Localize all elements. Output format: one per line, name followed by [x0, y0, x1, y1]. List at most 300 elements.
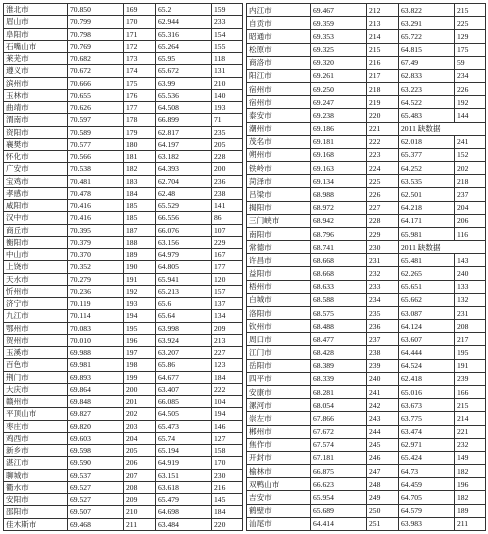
score-2012-cell: 68.741	[311, 241, 367, 254]
rank-2011-cell: 123	[212, 359, 243, 371]
city-name-cell: 广安市	[4, 163, 68, 175]
table-row	[4, 334, 243, 346]
rank-2012-cell: 229	[367, 227, 399, 240]
rank-2011-cell: 154	[212, 28, 243, 40]
score-2012-cell: 69.250	[311, 83, 367, 96]
rank-2012-cell: 234	[367, 293, 399, 306]
score-2012-cell: 70.769	[68, 40, 124, 52]
score-2011-cell: 62.418	[399, 372, 455, 385]
city-name-cell: 咸阳市	[4, 200, 68, 212]
rank-2012-cell: 201	[124, 396, 156, 408]
score-2011-cell: 63.151	[156, 469, 212, 481]
score-2011-cell: 65.529	[156, 200, 212, 212]
city-name-cell: 白城市	[247, 293, 311, 306]
rank-2011-cell: 193	[212, 102, 243, 114]
score-2012-cell: 70.478	[68, 187, 124, 199]
table-row	[247, 399, 486, 412]
rank-2012-cell: 246	[367, 451, 399, 464]
table-row	[247, 280, 486, 293]
rank-2012-cell: 171	[124, 28, 156, 40]
table-row	[4, 457, 243, 469]
city-name-cell: 大庆市	[4, 383, 68, 395]
score-2011-cell: 65.651	[399, 280, 455, 293]
score-2012-cell: 70.850	[68, 4, 124, 16]
table-row	[247, 425, 486, 438]
table-row	[4, 310, 243, 322]
rank-2012-cell: 238	[367, 346, 399, 359]
table-row	[4, 273, 243, 285]
rank-2011-cell: 195	[455, 346, 486, 359]
rank-2011-cell: 104	[212, 396, 243, 408]
rank-2011-cell: 229	[212, 236, 243, 248]
score-2012-cell: 67.866	[311, 412, 367, 425]
score-2011-cell: 63.99	[156, 77, 212, 89]
table-row	[4, 126, 243, 138]
score-2012-cell: 70.798	[68, 28, 124, 40]
rank-2011-cell: 237	[455, 188, 486, 201]
rank-2011-cell: 131	[212, 65, 243, 77]
rank-2012-cell: 227	[367, 201, 399, 214]
rank-2012-cell: 241	[367, 385, 399, 398]
city-name-cell: 忻州市	[4, 285, 68, 297]
rank-2012-cell: 251	[367, 517, 399, 530]
rank-2012-cell: 191	[124, 273, 156, 285]
rank-2012-cell: 192	[124, 285, 156, 297]
score-2012-cell: 68.488	[311, 320, 367, 333]
rank-2012-cell: 175	[124, 77, 156, 89]
table-row	[4, 420, 243, 432]
rank-2012-cell: 173	[124, 53, 156, 65]
score-2012-cell: 70.626	[68, 102, 124, 114]
city-name-cell: 襄樊市	[4, 138, 68, 150]
score-2012-cell: 69.181	[311, 135, 367, 148]
score-2012-cell: 68.428	[311, 346, 367, 359]
city-name-cell: 商洛市	[247, 56, 311, 69]
rank-2011-cell: 233	[212, 16, 243, 28]
score-2012-cell: 69.864	[68, 383, 124, 395]
city-name-cell: 新乡市	[4, 445, 68, 457]
score-2012-cell: 70.279	[68, 273, 124, 285]
city-name-cell: 衢水市	[4, 481, 68, 493]
rank-2011-cell: 140	[212, 89, 243, 101]
city-name-cell: 内江市	[247, 4, 311, 17]
score-2011-cell: 64.218	[399, 201, 455, 214]
score-2012-cell: 69.981	[68, 359, 124, 371]
rank-2012-cell: 198	[124, 359, 156, 371]
score-2011-cell: 65.536	[156, 89, 212, 101]
table-row	[4, 89, 243, 101]
city-name-cell: 宿州市	[247, 96, 311, 109]
city-name-cell: 怀化市	[4, 151, 68, 163]
score-2011-cell: 65.64	[156, 310, 212, 322]
score-2012-cell: 68.668	[311, 254, 367, 267]
score-2012-cell: 70.577	[68, 138, 124, 150]
table-row	[247, 293, 486, 306]
score-2011-cell: 65.941	[156, 273, 212, 285]
score-2011-cell: 65.722	[399, 30, 455, 43]
table-row	[247, 333, 486, 346]
rank-2011-cell: 200	[212, 163, 243, 175]
score-2012-cell: 70.799	[68, 16, 124, 28]
table-row	[247, 188, 486, 201]
table-row	[247, 43, 486, 56]
rank-2011-cell: 228	[212, 151, 243, 163]
score-2011-cell: 62.501	[399, 188, 455, 201]
score-2011-cell: 65.981	[399, 227, 455, 240]
score-2011-cell: 65.86	[156, 359, 212, 371]
city-name-cell: 焦作市	[247, 438, 311, 451]
score-2012-cell: 70.236	[68, 285, 124, 297]
table-row	[4, 212, 243, 224]
score-2011-cell: 64.979	[156, 249, 212, 261]
rank-2011-cell: 177	[212, 261, 243, 273]
score-2011-cell: 63.822	[399, 4, 455, 17]
score-2012-cell: 69.467	[311, 4, 367, 17]
score-2012-cell: 70.010	[68, 334, 124, 346]
rank-2012-cell: 204	[124, 432, 156, 444]
city-name-cell: 双鸭山市	[247, 478, 311, 491]
rank-2011-cell: 141	[212, 200, 243, 212]
score-2012-cell: 69.325	[311, 43, 367, 56]
score-2011-cell: 64.698	[156, 506, 212, 518]
score-2012-cell: 69.603	[68, 432, 124, 444]
score-2011-cell: 63.156	[156, 236, 212, 248]
table-row	[247, 4, 486, 17]
rank-2011-cell: 127	[212, 432, 243, 444]
rank-2011-cell: 167	[212, 249, 243, 261]
score-2011-cell: 64.444	[399, 346, 455, 359]
table-row	[4, 347, 243, 359]
city-name-cell: 江门市	[247, 346, 311, 359]
city-name-cell: 九江市	[4, 310, 68, 322]
rank-2011-cell: 129	[455, 30, 486, 43]
table-row	[247, 359, 486, 372]
score-2012-cell: 70.666	[68, 77, 124, 89]
table-row	[247, 96, 486, 109]
table-row	[247, 254, 486, 267]
score-2011-cell: 62.48	[156, 187, 212, 199]
rank-2011-cell: 182	[455, 491, 486, 504]
score-2012-cell: 67.672	[311, 425, 367, 438]
score-2011-cell: 65.213	[156, 285, 212, 297]
rank-2011-cell: 134	[212, 310, 243, 322]
table-row	[4, 261, 243, 273]
score-2011-cell: 65.264	[156, 40, 212, 52]
score-2011-cell: 65.662	[399, 293, 455, 306]
score-2012-cell: 68.942	[311, 214, 367, 227]
score-2011-cell: 64.459	[399, 478, 455, 491]
city-name-cell: 梧州市	[247, 280, 311, 293]
score-2012-cell: 70.672	[68, 65, 124, 77]
score-2012-cell: 69.848	[68, 396, 124, 408]
score-2012-cell: 69.320	[311, 56, 367, 69]
score-2012-cell: 70.379	[68, 236, 124, 248]
rank-2011-cell: 205	[212, 138, 243, 150]
score-2011-cell: 64.171	[399, 214, 455, 227]
table-row	[4, 383, 243, 395]
city-name-cell: 榆林市	[247, 465, 311, 478]
score-2011-cell: 64.505	[156, 408, 212, 420]
score-2011-cell: 63.182	[156, 151, 212, 163]
rank-2011-cell: 132	[455, 293, 486, 306]
table-row	[4, 224, 243, 236]
rank-2011-cell: 149	[455, 451, 486, 464]
score-2012-cell: 68.054	[311, 399, 367, 412]
table-body-right	[247, 4, 486, 531]
table-row	[4, 114, 243, 126]
rank-2012-cell: 217	[367, 69, 399, 82]
city-name-cell: 周口市	[247, 333, 311, 346]
city-name-cell: 茂名市	[247, 135, 311, 148]
city-name-cell: 益阳市	[247, 267, 311, 280]
score-2011-cell: 63.983	[399, 517, 455, 530]
rank-2012-cell: 231	[367, 254, 399, 267]
rank-2011-cell: 234	[455, 69, 486, 82]
city-name-cell: 潮州市	[247, 122, 311, 135]
rank-2012-cell: 187	[124, 224, 156, 236]
table-row	[247, 122, 486, 135]
rank-2011-cell: 222	[212, 383, 243, 395]
rank-2011-cell: 152	[455, 148, 486, 161]
rank-2011-cell: 218	[455, 175, 486, 188]
rank-2011-cell: 192	[455, 96, 486, 109]
city-name-cell: 安阳市	[4, 494, 68, 506]
table-row	[4, 187, 243, 199]
rank-2012-cell: 183	[124, 175, 156, 187]
rank-2011-cell: 216	[212, 481, 243, 493]
city-name-cell: 石嘴山市	[4, 40, 68, 52]
table-row	[4, 494, 243, 506]
city-name-cell: 鄂州市	[4, 322, 68, 334]
score-2012-cell: 70.416	[68, 200, 124, 212]
score-2011-cell: 64.815	[399, 43, 455, 56]
table-row	[4, 249, 243, 261]
city-name-cell: 聊城市	[4, 469, 68, 481]
rank-2012-cell: 233	[367, 280, 399, 293]
score-2011-cell: 66.899	[156, 114, 212, 126]
score-2011-cell: 2011 缺数据	[399, 122, 486, 135]
city-name-cell: 开封市	[247, 451, 311, 464]
city-name-cell: 百色市	[4, 359, 68, 371]
table-row	[247, 320, 486, 333]
rank-2012-cell: 232	[367, 267, 399, 280]
rank-2011-cell: 231	[455, 306, 486, 319]
table-row	[4, 469, 243, 481]
rank-2011-cell: 118	[212, 53, 243, 65]
score-2012-cell: 69.238	[311, 109, 367, 122]
city-name-cell: 枣庄市	[4, 420, 68, 432]
rank-2011-cell: 209	[212, 322, 243, 334]
rank-2012-cell: 236	[367, 320, 399, 333]
rank-2012-cell: 196	[124, 334, 156, 346]
rank-2012-cell: 197	[124, 347, 156, 359]
rank-2012-cell: 176	[124, 89, 156, 101]
city-name-cell: 渭南市	[4, 114, 68, 126]
score-2012-cell: 66.875	[311, 465, 367, 478]
rank-2011-cell: 241	[455, 135, 486, 148]
rank-2012-cell: 221	[367, 122, 399, 135]
city-name-cell: 许昌市	[247, 254, 311, 267]
city-name-cell: 滨州市	[4, 77, 68, 89]
score-2012-cell: 69.247	[311, 96, 367, 109]
rank-2012-cell: 209	[124, 494, 156, 506]
city-name-cell: 铁岭市	[247, 162, 311, 175]
score-2011-cell: 65.424	[399, 451, 455, 464]
score-2012-cell: 70.083	[68, 322, 124, 334]
rank-2012-cell: 226	[367, 188, 399, 201]
score-2012-cell: 67.181	[311, 451, 367, 464]
score-2011-cell: 66.556	[156, 212, 212, 224]
rank-2011-cell: 239	[455, 372, 486, 385]
score-2012-cell: 70.114	[68, 310, 124, 322]
score-2012-cell: 70.538	[68, 163, 124, 175]
table-row	[247, 241, 486, 254]
city-name-cell: 佳木斯市	[4, 518, 68, 531]
rank-2012-cell: 245	[367, 438, 399, 451]
score-2011-cell: 62.018	[399, 135, 455, 148]
score-2011-cell: 64.805	[156, 261, 212, 273]
table-row	[247, 346, 486, 359]
score-2012-cell: 69.507	[68, 506, 124, 518]
table-row	[4, 322, 243, 334]
rank-2012-cell: 235	[367, 306, 399, 319]
city-name-cell: 商丘市	[4, 224, 68, 236]
score-2011-cell: 65.2	[156, 4, 212, 16]
rank-2012-cell: 205	[124, 445, 156, 457]
rank-2012-cell: 240	[367, 372, 399, 385]
score-2011-cell: 64.522	[399, 96, 455, 109]
score-2012-cell: 68.988	[311, 188, 367, 201]
city-name-cell: 玉林市	[4, 89, 68, 101]
rank-2012-cell: 225	[367, 175, 399, 188]
rank-2011-cell: 189	[455, 504, 486, 517]
table-row	[247, 438, 486, 451]
rank-2011-cell: 215	[455, 399, 486, 412]
city-name-cell: 汉中市	[4, 212, 68, 224]
rank-2012-cell: 169	[124, 4, 156, 16]
rank-2011-cell: 170	[212, 457, 243, 469]
table-row	[4, 408, 243, 420]
rank-2012-cell: 211	[124, 518, 156, 531]
rank-2011-cell: 204	[455, 201, 486, 214]
city-name-cell: 岳阳市	[247, 359, 311, 372]
city-name-cell: 泰安市	[247, 109, 311, 122]
score-2011-cell: 65.481	[399, 254, 455, 267]
score-2012-cell: 69.820	[68, 420, 124, 432]
score-2011-cell: 65.479	[156, 494, 212, 506]
city-name-cell: 宝鸡市	[4, 175, 68, 187]
score-2011-cell: 63.087	[399, 306, 455, 319]
rank-2012-cell: 174	[124, 65, 156, 77]
table-row	[4, 506, 243, 518]
city-name-cell: 松原市	[247, 43, 311, 56]
score-2011-cell: 65.473	[156, 420, 212, 432]
score-2012-cell: 70.119	[68, 298, 124, 310]
rank-2012-cell: 177	[124, 102, 156, 114]
city-name-cell: 常德市	[247, 241, 311, 254]
city-name-cell: 昭通市	[247, 30, 311, 43]
city-table-right	[246, 3, 486, 531]
score-2011-cell: 64.197	[156, 138, 212, 150]
score-2012-cell: 70.416	[68, 212, 124, 224]
table-row	[247, 109, 486, 122]
city-name-cell: 天水市	[4, 273, 68, 285]
table-row	[4, 518, 243, 531]
rank-2012-cell: 179	[124, 126, 156, 138]
rank-2011-cell: 225	[455, 17, 486, 30]
rank-2012-cell: 230	[367, 241, 399, 254]
rank-2011-cell: 221	[455, 425, 486, 438]
score-2012-cell: 69.598	[68, 445, 124, 457]
table-row	[247, 162, 486, 175]
rank-2011-cell: 120	[212, 273, 243, 285]
rank-2012-cell: 202	[124, 408, 156, 420]
table-body-left	[4, 4, 243, 531]
rank-2011-cell: 227	[212, 347, 243, 359]
rank-2012-cell: 222	[367, 135, 399, 148]
table-row	[4, 445, 243, 457]
rank-2012-cell: 224	[367, 162, 399, 175]
city-name-cell: 自贡市	[247, 17, 311, 30]
rank-2011-cell: 182	[455, 465, 486, 478]
rank-2011-cell: 191	[455, 359, 486, 372]
city-name-cell: 玉溪市	[4, 347, 68, 359]
rank-2012-cell: 215	[367, 43, 399, 56]
rank-2011-cell: 116	[455, 227, 486, 240]
rank-2012-cell: 208	[124, 481, 156, 493]
score-2012-cell: 69.590	[68, 457, 124, 469]
city-name-cell: 眉山市	[4, 16, 68, 28]
score-2012-cell: 68.796	[311, 227, 367, 240]
rank-2011-cell: 230	[212, 469, 243, 481]
score-2011-cell: 64.124	[399, 320, 455, 333]
rank-2012-cell: 182	[124, 163, 156, 175]
table-row	[247, 306, 486, 319]
city-name-cell: 资阳市	[4, 126, 68, 138]
score-2012-cell: 69.353	[311, 30, 367, 43]
score-2012-cell: 69.359	[311, 17, 367, 30]
rank-2012-cell: 172	[124, 40, 156, 52]
rank-2011-cell: 194	[212, 408, 243, 420]
score-2012-cell: 69.261	[311, 69, 367, 82]
score-2011-cell: 65.316	[156, 28, 212, 40]
city-name-cell: 洛阳市	[247, 306, 311, 319]
score-2012-cell: 64.414	[311, 517, 367, 530]
rank-2011-cell: 86	[212, 212, 243, 224]
table-row	[4, 40, 243, 52]
rank-2011-cell: 146	[212, 420, 243, 432]
score-2011-cell: 65.6	[156, 298, 212, 310]
score-2011-cell: 63.474	[399, 425, 455, 438]
table-row	[4, 359, 243, 371]
score-2012-cell: 69.527	[68, 494, 124, 506]
score-2011-cell: 65.016	[399, 385, 455, 398]
score-2012-cell: 69.468	[68, 518, 124, 531]
table-row	[247, 214, 486, 227]
table-row	[247, 227, 486, 240]
rank-2012-cell: 193	[124, 298, 156, 310]
table-row	[247, 83, 486, 96]
rank-2011-cell: 158	[212, 445, 243, 457]
rank-2011-cell: 202	[455, 162, 486, 175]
score-2012-cell: 68.575	[311, 306, 367, 319]
rank-2012-cell: 214	[367, 30, 399, 43]
rank-2011-cell: 240	[455, 267, 486, 280]
score-2011-cell: 62.833	[399, 69, 455, 82]
score-2012-cell: 70.655	[68, 89, 124, 101]
score-2011-cell: 63.924	[156, 334, 212, 346]
city-name-cell: 鸡西市	[4, 432, 68, 444]
